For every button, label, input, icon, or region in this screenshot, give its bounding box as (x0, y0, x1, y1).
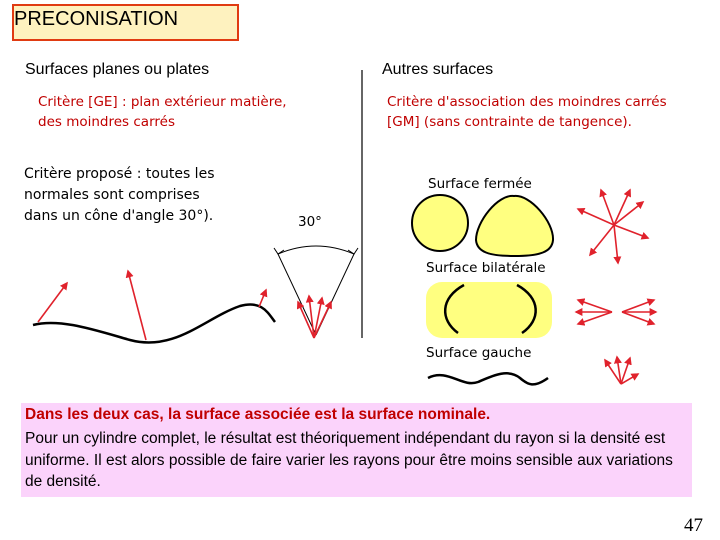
proposal-line1: Critère proposé : toutes les (24, 166, 215, 182)
normal-arrow (614, 225, 648, 238)
left-surface-label: Surface gauche (426, 345, 532, 361)
right-criterion-line1: Critère d'association des moindres carrés (387, 94, 667, 110)
normal-arrow (314, 298, 322, 338)
normal-arrow (622, 312, 654, 324)
flat-surface-normals (38, 271, 266, 340)
cone-diagram (278, 246, 354, 335)
cone-normals (298, 296, 331, 338)
proposal-line3: dans un cône d'angle 30°). (24, 208, 214, 224)
cone-arc (278, 246, 354, 254)
normal-arrow (578, 312, 612, 324)
warped-surface-curve (428, 373, 548, 384)
closed-triangle-shape (476, 196, 553, 256)
closed-surface-normals (578, 190, 648, 263)
page-number: 47 (684, 515, 703, 536)
normal-arrow (614, 225, 618, 263)
left-criterion-line1: Critère [GE] : plan extérieur matière, (38, 94, 287, 110)
closed-circle-shape (412, 195, 468, 251)
right-heading: Autres surfaces (382, 61, 494, 78)
normal-arrow (578, 300, 612, 312)
warped-surface-normals (605, 357, 638, 384)
normal-arrow (614, 202, 643, 225)
normal-arrow (259, 290, 266, 307)
left-criterion-line2: des moindres carrés (38, 114, 175, 130)
left-heading: Surfaces planes ou plates (25, 61, 210, 78)
normal-arrow (314, 302, 331, 338)
normal-arrow (590, 225, 614, 255)
angle-label: 30° (298, 214, 322, 230)
right-criterion-line2: [GM] (sans contrainte de tangence). (387, 114, 632, 130)
flat-surface-curve (33, 304, 275, 342)
bilateral-surface-label: Surface bilatérale (426, 260, 546, 276)
cone-side-left (278, 254, 316, 335)
proposal-line2: normales sont comprises (24, 187, 200, 203)
bilateral-normals (576, 300, 656, 324)
conclusion-lead: Dans les deux cas, la surface associée est la surface nominale. (25, 406, 491, 423)
normal-arrow (128, 271, 146, 340)
normal-arrow (38, 283, 67, 322)
normal-arrow (622, 300, 654, 312)
closed-surface-label: Surface fermée (428, 176, 532, 192)
normal-arrow (614, 190, 630, 225)
page-title: PRECONISATION (14, 8, 179, 30)
conclusion-body: Pour un cylindre complet, le résultat est théoriquement indépendant du rayon si la densité est uniforme. Il est alors possible de faire varier les rayons pour être moins sensible aux variations de densité. (25, 430, 673, 490)
